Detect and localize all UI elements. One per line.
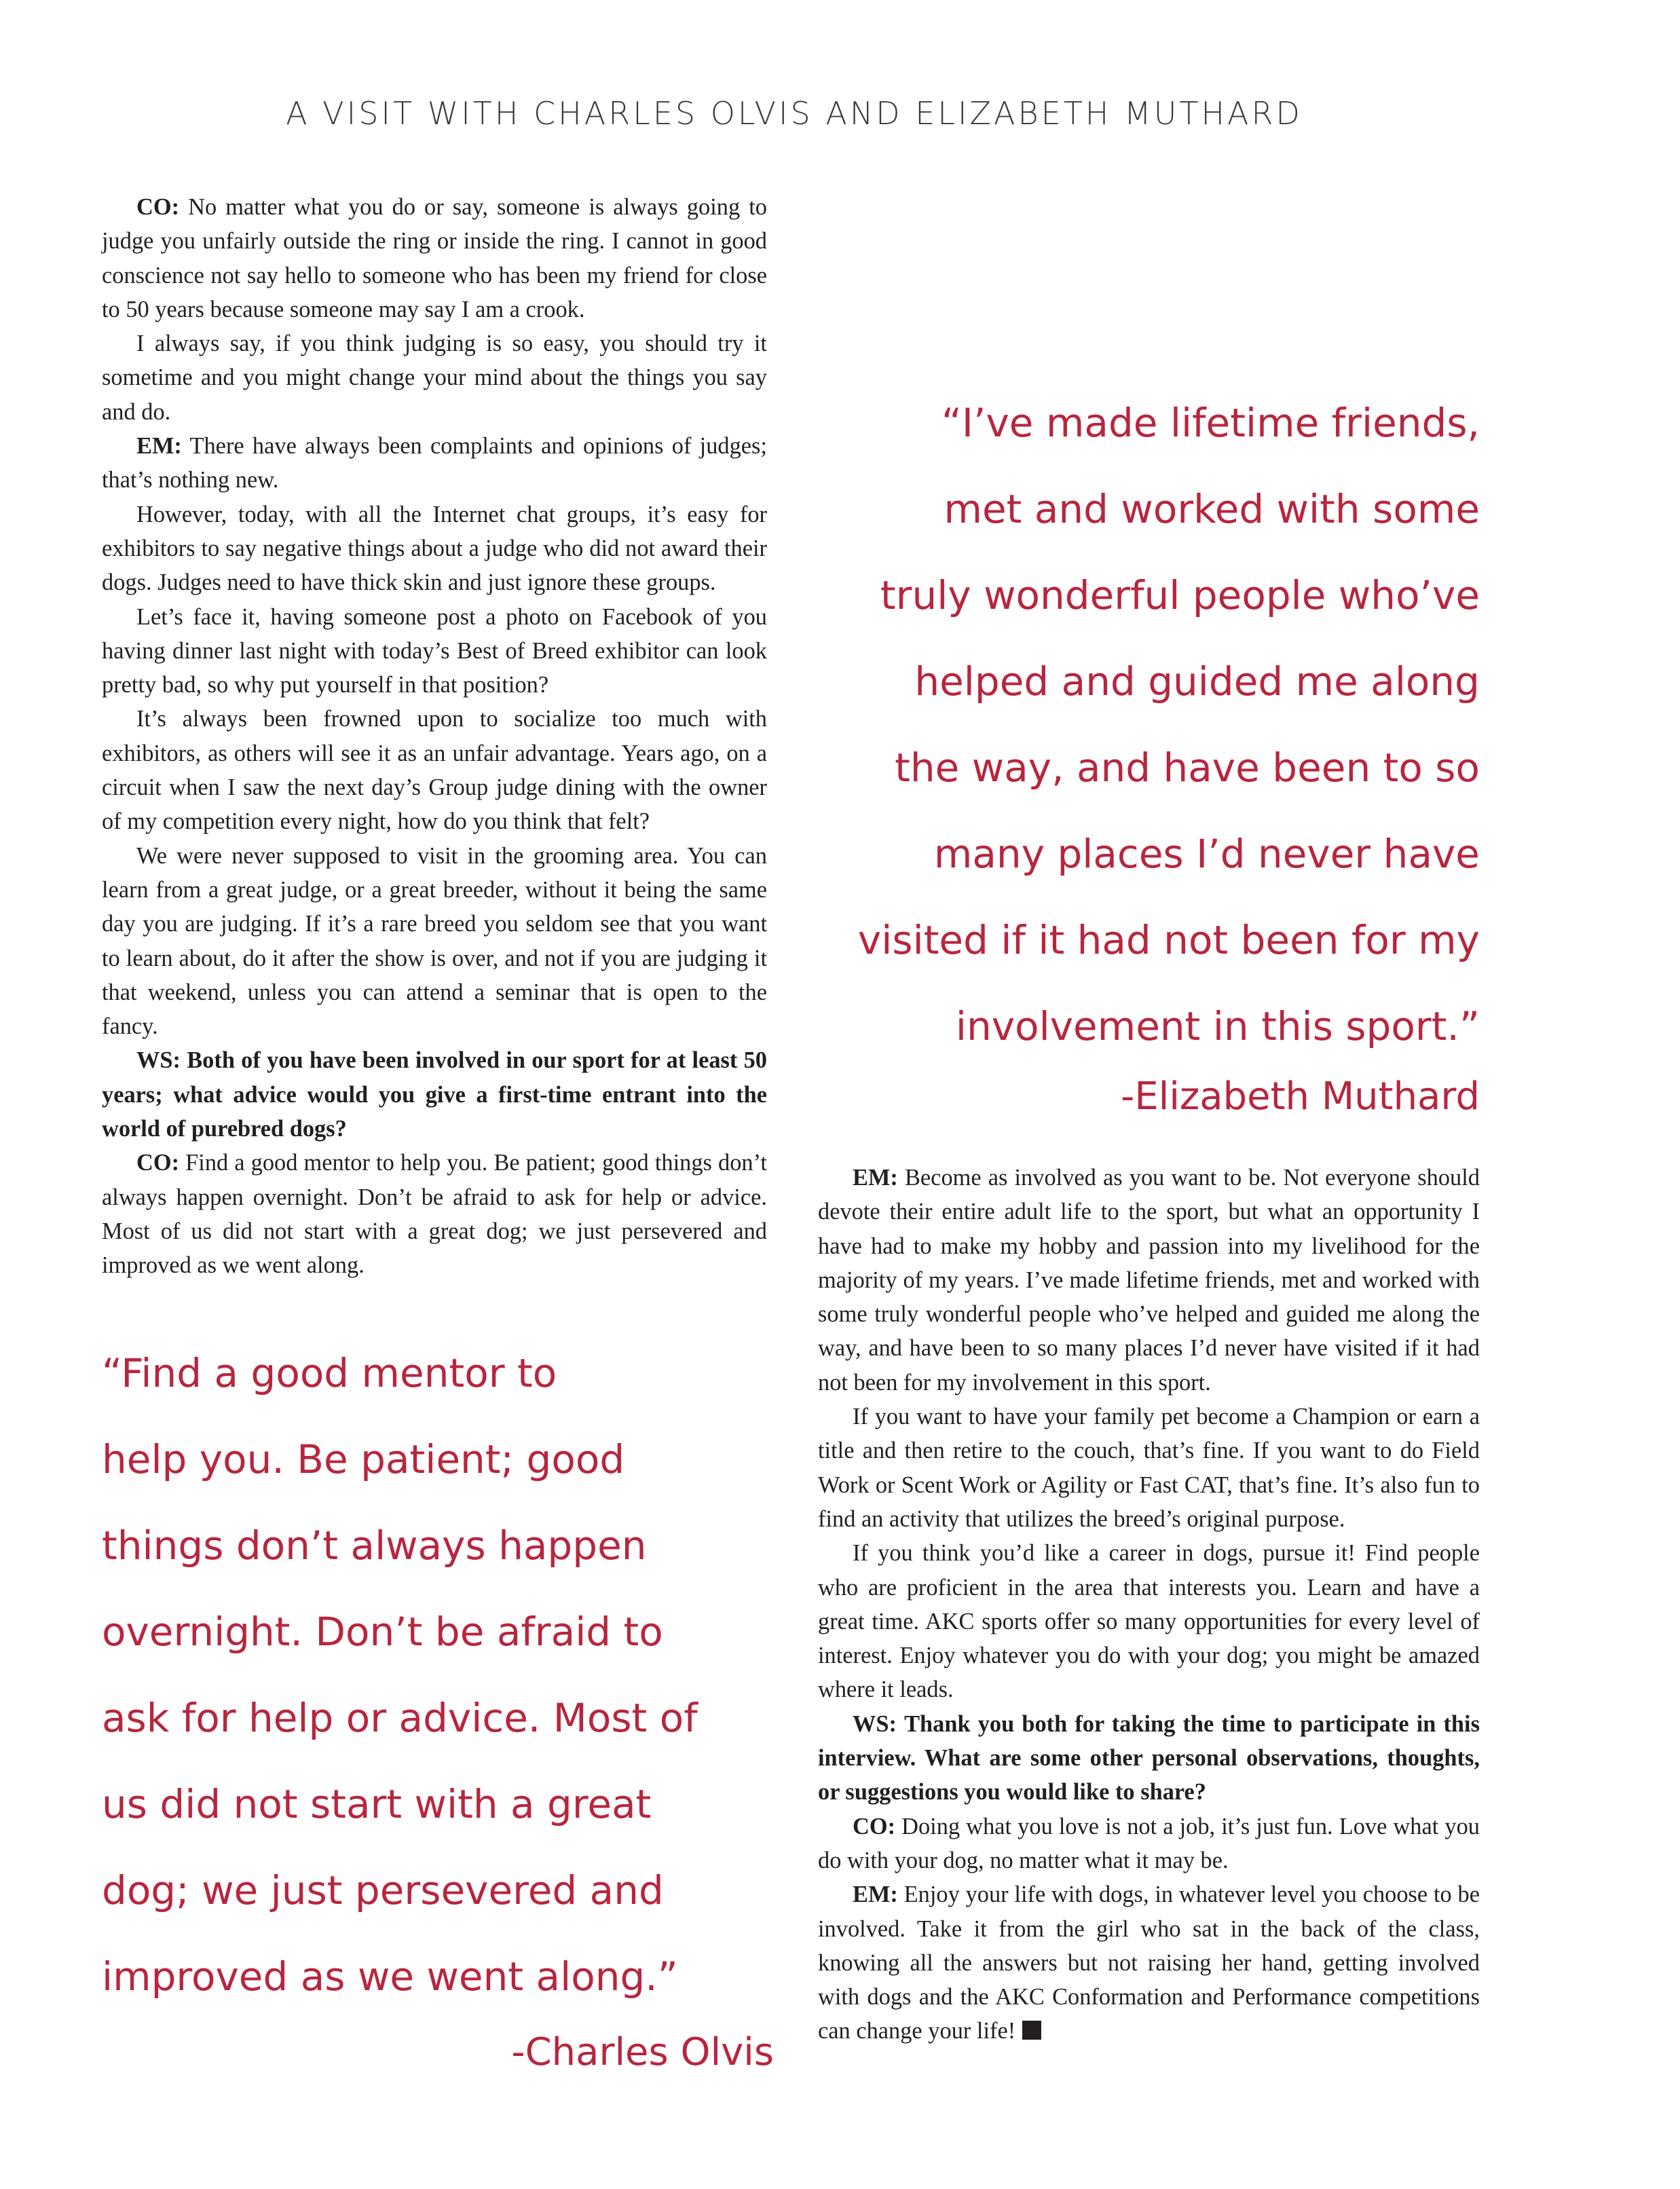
- pull-quote-line: involvement in this sport.”: [955, 1003, 1480, 1049]
- paragraph-text: No matter what you do or say, someone is always going to judge you unfairly outside the ring or inside the ring. I cannot in good conscience not say hello to someone who has been my friend for close to 50 years because someone may say I am a crook.: [102, 194, 767, 322]
- pull-quote-line: met and worked with some: [944, 486, 1480, 532]
- pull-quote-attribution: -Charles Olvis: [511, 2030, 774, 2074]
- paragraph: [102, 1146, 767, 1282]
- speaker-label: WS:: [853, 1710, 897, 1737]
- paragraph-text: Find a good mentor to help you. Be patient; good things don’t always happen overnight. Don’t be afraid to ask for help or advice. Most of us did not start with a great dog; we just persevered and improved as we went along.: [102, 1150, 767, 1279]
- pull-quote-line: ask for help or advice. Most of: [102, 1695, 698, 1741]
- paragraph: [818, 1536, 1480, 1706]
- paragraph: [102, 702, 767, 838]
- pull-quote-line: “Find a good mentor to: [102, 1350, 557, 1396]
- pull-quote-line: helped and guided me along: [914, 658, 1480, 705]
- interview-question: [818, 1707, 1480, 1810]
- paragraph: [818, 1877, 1480, 2048]
- paragraph: [102, 839, 767, 1044]
- pull-quote-line: us did not start with a great: [102, 1781, 652, 1827]
- end-of-article-icon: [1022, 2021, 1041, 2040]
- pull-quote-line: the way, and have been to so: [895, 745, 1480, 791]
- paragraph-text: If you think you’d like a career in dogs, pursue it! Find people who are proficient in the area that interests you. Learn and have a great time. AKC sports offer so many opportunities for every level of interest. Enjoy whatever you do with your dog; you might be amazed where it leads.: [818, 1540, 1480, 1703]
- paragraph: [818, 1161, 1480, 1400]
- paragraph-text: Doing what you love is not a job, it’s just fun. Love what you do with your dog, no matter what it may be.: [818, 1813, 1480, 1873]
- speaker-label: CO:: [136, 1150, 180, 1176]
- pull-quote-line: overnight. Don’t be afraid to: [102, 1609, 663, 1655]
- question-text: Both of you have been involved in our sport for at least 50 years; what advice would you give a first-time entrant into the world of purebred dogs?: [102, 1047, 767, 1142]
- pull-quote-line: help you. Be patient; good: [102, 1436, 625, 1482]
- paragraph: [818, 1810, 1480, 1878]
- paragraph: [102, 429, 767, 498]
- pull-quote-attribution: -Elizabeth Muthard: [1121, 1074, 1480, 1119]
- pull-quote-line: improved as we went along.”: [102, 1953, 678, 2000]
- question-text: Thank you both for taking the time to participate in this interview. What are some other personal observations, thoughts, or suggestions you would like to share?: [818, 1710, 1480, 1806]
- paragraph-text: There have always been complaints and opinions of judges; that’s nothing new.: [102, 433, 767, 493]
- pull-quote-line: dog; we just persevered and: [102, 1867, 664, 1913]
- pull-quote-charles: [102, 1330, 774, 2087]
- paragraph: [818, 1400, 1480, 1536]
- paragraph: [102, 600, 767, 703]
- page-header: A VISIT WITH CHARLES OLVIS AND ELIZABETH MUTHARD: [286, 95, 1303, 132]
- paragraph-text: Let’s face it, having someone post a photo on Facebook of you having dinner last night with today’s Best of Breed exhibitor can look pretty bad, so why put yourself in that position?: [102, 603, 767, 698]
- paragraph-text: Enjoy your life with dogs, in whatever level you choose to be involved. Take it from the girl who sat in the back of the class, knowing all the answers but not raising her hand, getting involved with dogs and the AKC Conformation and Performance competitions can change your life!: [818, 1882, 1480, 2044]
- paragraph-text: We were never supposed to visit in the grooming area. You can learn from a great judge, or a great breeder, without it being the same day you are judging. If it’s a rare breed you seldom see that you want to learn about, do it after the show is over, and not if you are judging it that weekend, unless you can attend a seminar that is open to the fancy.: [102, 842, 767, 1040]
- paragraph-text: It’s always been frowned upon to socialize too much with exhibitors, as others will see it as an unfair advantage. Years ago, on a circuit when I saw the next day’s Group judge dining with the owner of my competition every night, how do you think that felt?: [102, 706, 767, 835]
- paragraph: [102, 498, 767, 600]
- right-column-text: [818, 1161, 1480, 2048]
- paragraph-text: Become as involved as you want to be. Not everyone should devote their entire adult life to the sport, but what an opportunity I have had to make my hobby and passion into my livelihood for the majority of my years. I’ve made lifetime friends, met and worked with some truly wonderful people who’ve helped and guided me along the way, and have been to so many places I’d never have visited if it had not been for my involvement in this sport.: [818, 1165, 1480, 1396]
- pull-quote-line: visited if it had not been for my: [857, 917, 1480, 963]
- speaker-label: EM:: [853, 1165, 898, 1191]
- interview-question: [102, 1043, 767, 1146]
- speaker-label: EM:: [136, 433, 182, 460]
- left-column-text: [102, 190, 767, 1283]
- paragraph: [102, 190, 767, 326]
- paragraph: [102, 326, 767, 429]
- pull-quote-line: many places I’d never have: [933, 831, 1480, 877]
- paragraph-text: If you want to have your family pet become a Champion or earn a title and then retire to the couch, that’s fine. If you want to do Field Work or Scent Work or Agility or Fast CAT, that’s fine. It’s also fun to find an activity that utilizes the breed’s original purpose.: [818, 1404, 1480, 1532]
- paragraph-text: I always say, if you think judging is so easy, you should try it sometime and you might change your mind about the things you say and do.: [102, 331, 767, 425]
- paragraph-text: However, today, with all the Internet chat groups, it’s easy for exhibitors to say negative things about a judge who did not award their dogs. Judges need to have thick skin and just ignore these groups.: [102, 501, 767, 596]
- pull-quote-line: things don’t always happen: [102, 1522, 647, 1569]
- pull-quote-line: truly wonderful people who’ve: [880, 572, 1480, 618]
- pull-quote-line: “I’ve made lifetime friends,: [941, 400, 1480, 446]
- speaker-label: CO:: [136, 194, 180, 220]
- speaker-label: CO:: [853, 1813, 896, 1839]
- speaker-label: WS:: [136, 1047, 181, 1074]
- speaker-label: EM:: [853, 1882, 898, 1908]
- pull-quote-elizabeth: [787, 380, 1480, 1131]
